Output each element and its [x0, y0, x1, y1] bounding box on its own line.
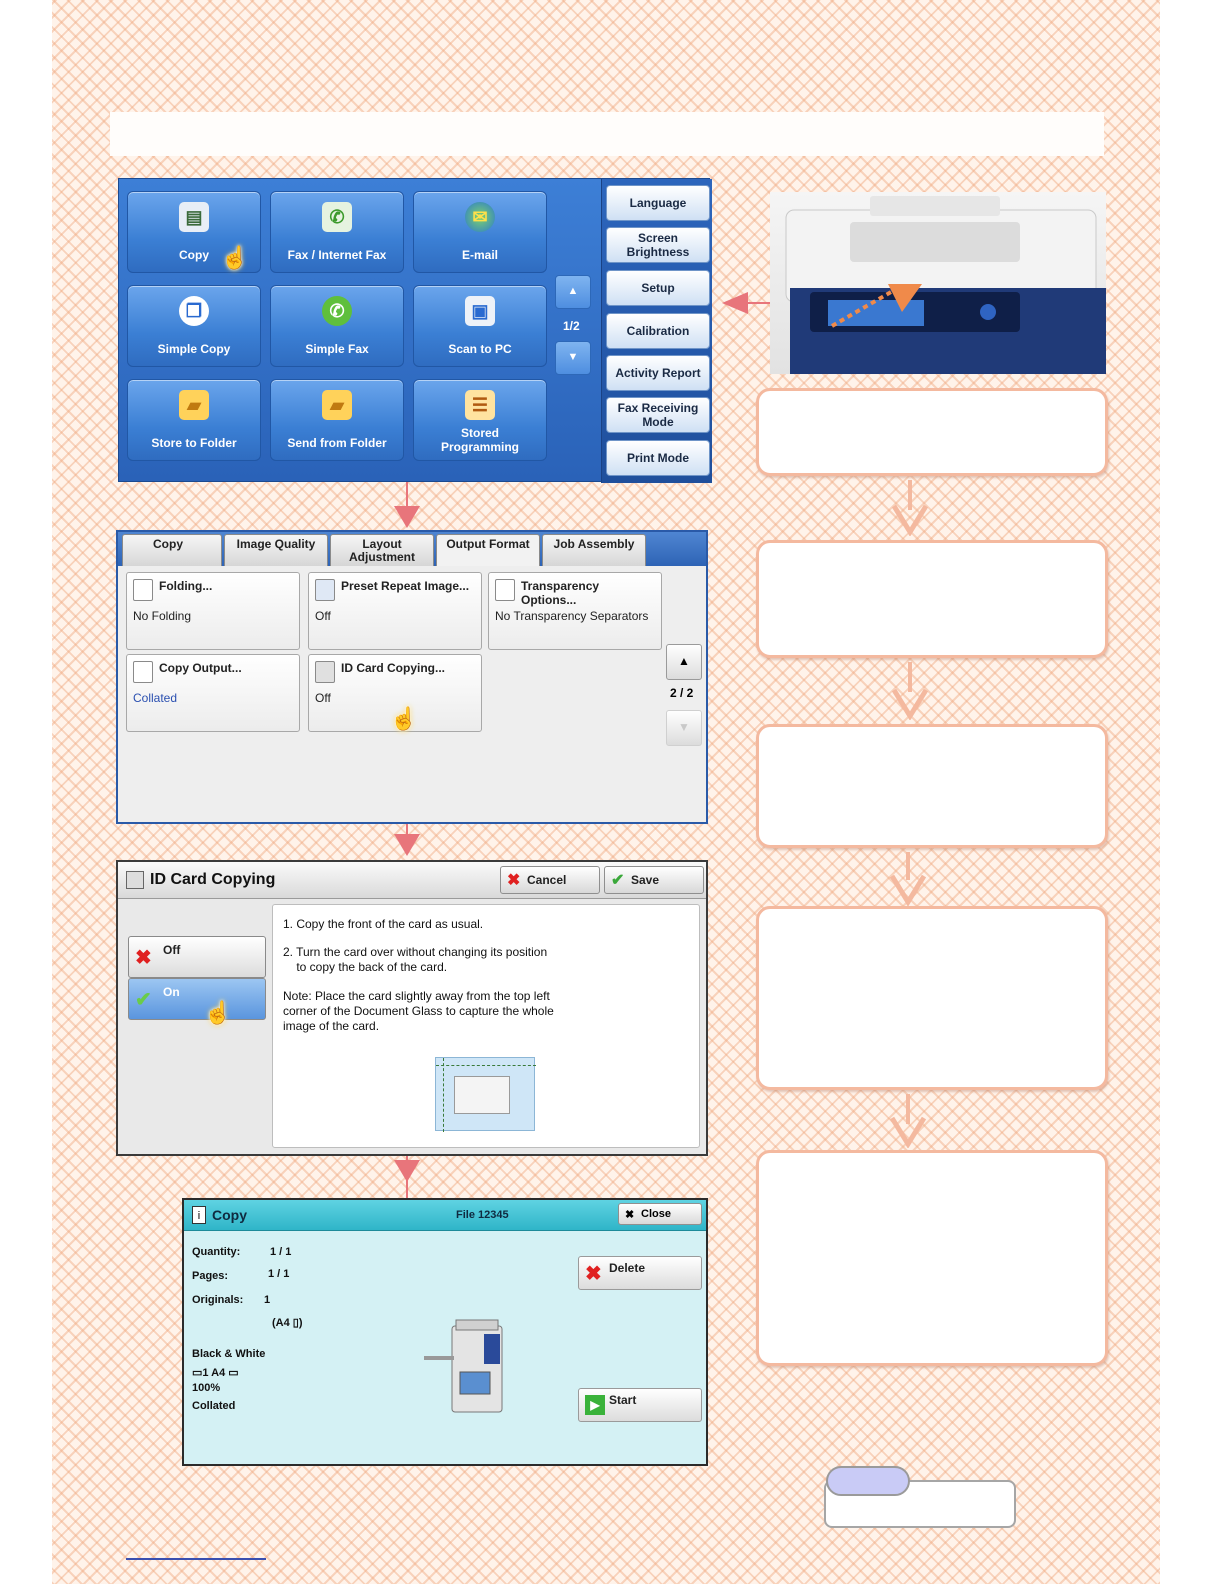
option-on[interactable]: ✔ On [128, 978, 266, 1020]
job-title: Copy [212, 1207, 247, 1223]
hand-pointer-icon: ☝ [221, 245, 249, 270]
start-button[interactable]: ▶ Start [578, 1388, 702, 1422]
calibration-button[interactable]: Calibration [606, 313, 710, 349]
simple-copy-button[interactable]: ❐ Simple Copy [127, 285, 261, 367]
folding-card[interactable]: Folding... No Folding [126, 572, 300, 650]
close-icon: ✖ [625, 1209, 635, 1221]
title-banner [110, 112, 1104, 156]
color-mode: Black & White [192, 1348, 266, 1360]
tab-image-quality[interactable]: Image Quality [224, 534, 328, 566]
zoom-ratio: 100% [192, 1382, 221, 1394]
originals-value: 1 [264, 1294, 271, 1306]
copy-job-status-screen [182, 1198, 708, 1466]
printer-illustration [770, 192, 1106, 374]
step-box-2 [756, 540, 1108, 658]
originals-label: Originals: [192, 1294, 244, 1306]
instruction-panel [272, 904, 700, 1148]
repeat-image-icon [315, 579, 335, 601]
output-mode: Collated [192, 1400, 236, 1412]
step-box-4 [756, 906, 1108, 1090]
originals-size: (A4 ▯) [272, 1317, 303, 1329]
print-mode-button[interactable]: Print Mode [606, 440, 710, 476]
copy-output-card[interactable]: Copy Output... Collated [126, 654, 300, 732]
document-glass-diagram [435, 1057, 535, 1131]
page-indicator: 1/2 [563, 319, 580, 333]
fax-icon: ✆ [322, 202, 352, 232]
dialog-title: ID Card Copying [150, 871, 276, 888]
scroll-up-button[interactable]: ▲ [666, 644, 702, 680]
step-box-3 [756, 724, 1108, 848]
tab-job-assembly[interactable]: Job Assembly [542, 534, 646, 566]
folding-icon [133, 579, 153, 601]
quantity-label: Quantity: [192, 1246, 241, 1258]
language-button[interactable]: Language [606, 185, 710, 221]
info-icon: i [192, 1206, 206, 1224]
arrow-left-icon [722, 292, 748, 314]
instruction-step-2: 2. Turn the card over without changing its position to copy the back of the card. [283, 945, 548, 974]
dialog-header [118, 862, 706, 899]
step-box-1 [756, 388, 1108, 476]
folder-send-icon: ▰ [322, 390, 352, 420]
scan-to-pc-button[interactable]: ▣ Scan to PC [413, 285, 547, 367]
page-up-button[interactable]: ▲ [555, 275, 591, 309]
simple-fax-button[interactable]: ✆ Simple Fax [270, 285, 404, 367]
activity-report-button[interactable]: Activity Report [606, 355, 710, 391]
email-globe-icon: ✉ [465, 202, 495, 232]
printer-icon [424, 1318, 508, 1418]
phone-icon: ✆ [322, 296, 352, 326]
copy-output-icon [133, 661, 153, 683]
play-icon: ▶ [585, 1395, 605, 1415]
tab-bar [118, 532, 706, 566]
paper-tray: ▭1 A4 ▭ [192, 1367, 239, 1379]
quantity-value: 1 / 1 [270, 1246, 292, 1258]
id-card-copying-screen [116, 860, 708, 1156]
delete-button[interactable]: ✖ Delete [578, 1256, 702, 1290]
chevron-down-icon [890, 874, 926, 906]
copy-icon: ▤ [179, 202, 209, 232]
save-button[interactable]: ✔ Save [604, 866, 704, 894]
fax-receiving-mode-button[interactable]: Fax Receiving Mode [606, 397, 710, 433]
printer-photo [770, 192, 1106, 374]
stored-programming-icon: ☰ [465, 390, 495, 420]
side-button-column [601, 179, 712, 483]
transparency-icon [495, 579, 515, 601]
checkmark-icon: ✔ [611, 872, 625, 889]
close-icon: ✖ [135, 947, 152, 969]
transparency-options-card[interactable]: Transparency Options... No Transparency Separators [488, 572, 662, 650]
chevron-down-icon [892, 688, 928, 720]
fax-internet-fax-button[interactable]: ✆ Fax / Internet Fax [270, 191, 404, 273]
email-button[interactable]: ✉ E-mail [413, 191, 547, 273]
id-card-icon [315, 661, 335, 683]
stored-programming-button[interactable]: ☰ Stored Programming [413, 379, 547, 461]
arrow-down-icon [394, 834, 420, 856]
chevron-down-icon [890, 1116, 926, 1148]
screen-brightness-button[interactable]: Screen Brightness [606, 227, 710, 263]
instruction-step-1: 1. Copy the front of the card as usual. [283, 917, 484, 931]
file-name: File 12345 [456, 1209, 509, 1221]
tab-output-format[interactable]: Output Format [436, 534, 540, 566]
store-to-folder-button[interactable]: ▰ Store to Folder [127, 379, 261, 461]
home-menu-screen [118, 178, 710, 482]
cancel-button[interactable]: ✖ Cancel [500, 866, 600, 894]
instruction-note: Note: Place the card slightly away from the top left corner of the Document Glass to capture the whole image of the card. [283, 989, 554, 1033]
hand-pointer-icon: ☝ [390, 706, 418, 731]
arrow-down-icon [394, 506, 420, 528]
job-header [184, 1200, 706, 1231]
preset-repeat-image-card[interactable]: Preset Repeat Image... Off [308, 572, 482, 650]
id-card-copying-card[interactable]: ID Card Copying... Off [308, 654, 482, 732]
simple-copy-icon: ❐ [179, 296, 209, 326]
step-box-5 [756, 1150, 1108, 1366]
pages-value: 1 / 1 [268, 1268, 290, 1280]
note-tag [826, 1466, 910, 1496]
page-down-button[interactable]: ▼ [555, 341, 591, 375]
tab-layout-adjustment[interactable]: Layout Adjustment [330, 534, 434, 566]
page-indicator: 2 / 2 [670, 686, 694, 700]
send-from-folder-button[interactable]: ▰ Send from Folder [270, 379, 404, 461]
arrow-down-icon [394, 1160, 420, 1182]
chevron-down-icon [892, 504, 928, 536]
id-card-placement [454, 1076, 510, 1114]
checkmark-icon: ✔ [135, 989, 152, 1011]
close-icon: ✖ [585, 1263, 602, 1285]
folder-store-icon: ▰ [179, 390, 209, 420]
scan-to-pc-icon: ▣ [465, 296, 495, 326]
footer-link-underline [126, 1558, 266, 1560]
id-card-icon [126, 871, 144, 889]
option-off[interactable]: ✖ Off [128, 936, 266, 978]
pages-label: Pages: [192, 1270, 229, 1282]
close-button[interactable]: ✖ Close [618, 1203, 702, 1225]
tab-copy[interactable]: Copy [122, 534, 222, 566]
setup-button[interactable]: Setup [606, 270, 710, 306]
scroll-down-button[interactable]: ▼ [666, 710, 702, 746]
hand-pointer-icon: ☝ [204, 1000, 232, 1025]
close-icon: ✖ [507, 872, 521, 889]
output-format-screen [116, 530, 708, 824]
copy-service-button[interactable]: ▤ Copy [127, 191, 261, 273]
